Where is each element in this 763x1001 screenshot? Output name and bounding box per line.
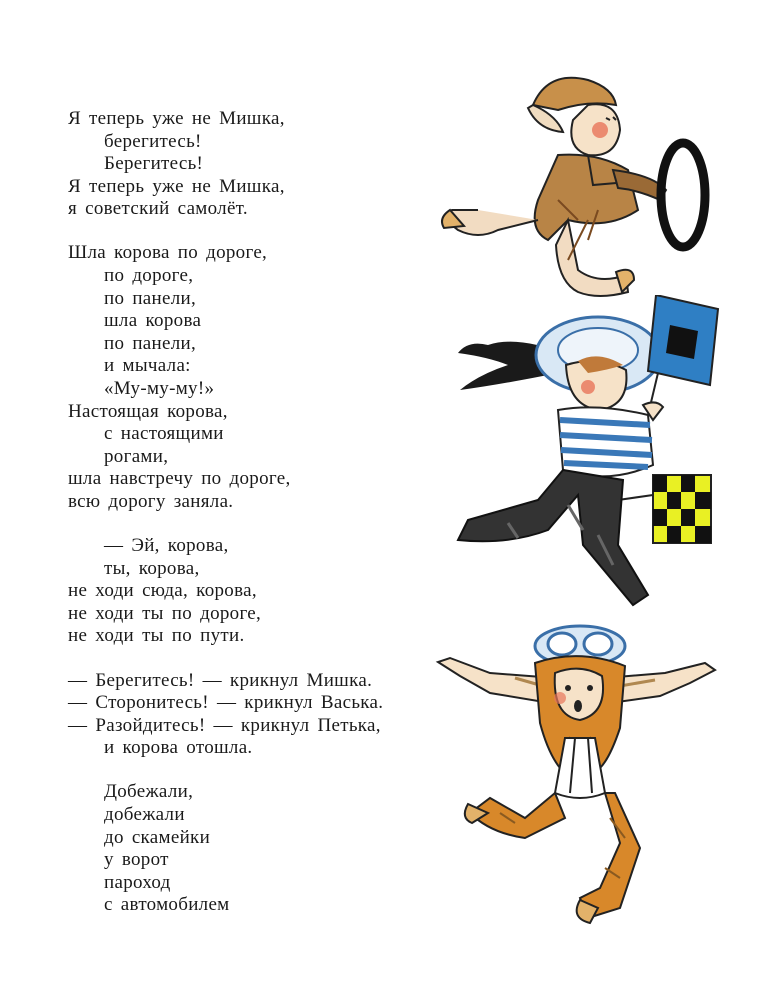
poem-line: шла корова: [104, 310, 202, 332]
stanza: [68, 781, 383, 917]
poem-line: ты, корова,: [104, 557, 200, 579]
poem-line: пароход: [104, 871, 171, 893]
poem-line: до скамейки: [104, 826, 211, 848]
stanza-gap: [68, 514, 383, 536]
poem-line: Я теперь уже не Мишка,: [68, 175, 285, 197]
poem-line: Шла корова по дороге,: [68, 242, 268, 264]
poem-line: Настоящая корова,: [68, 400, 228, 422]
stanza: [68, 535, 383, 648]
poem-line: берегитесь!: [104, 130, 202, 152]
poem-line: Я теперь уже не Мишка,: [68, 108, 285, 129]
poem-line: не ходи ты по пути.: [68, 625, 245, 647]
boy-airplane-illustration: [430, 618, 720, 938]
boy-driver-illustration: [438, 60, 718, 300]
poem-line: и корова отошла.: [104, 737, 253, 759]
poem-text: [68, 108, 383, 917]
boy-flags-illustration: [448, 295, 733, 615]
stanza: [68, 108, 383, 221]
poem-line: Добежали,: [104, 781, 194, 803]
poem-line: добежали: [104, 804, 185, 826]
stanza: [68, 242, 383, 513]
poem-line: — Разойдитесь! — крикнул Петька,: [68, 714, 381, 736]
poem-line: с настоящими: [104, 423, 224, 445]
poem-line: Берегитесь!: [104, 153, 204, 175]
poem-line: я советский самолёт.: [68, 198, 248, 220]
poem-line: «Му-му-му!»: [104, 378, 215, 400]
stanza-gap: [68, 648, 383, 670]
poem-line: по панели,: [104, 332, 197, 354]
poem-line: и мычала:: [104, 355, 191, 377]
poem-line: по панели,: [104, 287, 197, 309]
poem-line: не ходи ты по дороге,: [68, 602, 262, 624]
poem-line: рогами,: [104, 445, 169, 467]
stanza: [68, 670, 383, 760]
poem-line: всю дорогу заняла.: [68, 491, 234, 512]
poem-line: с автомобилем: [104, 894, 230, 916]
poem-line: по дороге,: [104, 265, 194, 287]
poem-line: у ворот: [104, 849, 169, 871]
poem-line: шла навстречу по дороге,: [68, 468, 291, 490]
poem-line: — Берегитесь! — крикнул Мишка.: [68, 669, 373, 691]
stanza-gap: [68, 760, 383, 782]
poem-line: — Эй, корова,: [104, 535, 229, 557]
poem-line: не ходи сюда, корова,: [68, 580, 257, 602]
poem-line: — Сторонитесь! — крикнул Васька.: [68, 692, 384, 714]
stanza-gap: [68, 221, 383, 243]
